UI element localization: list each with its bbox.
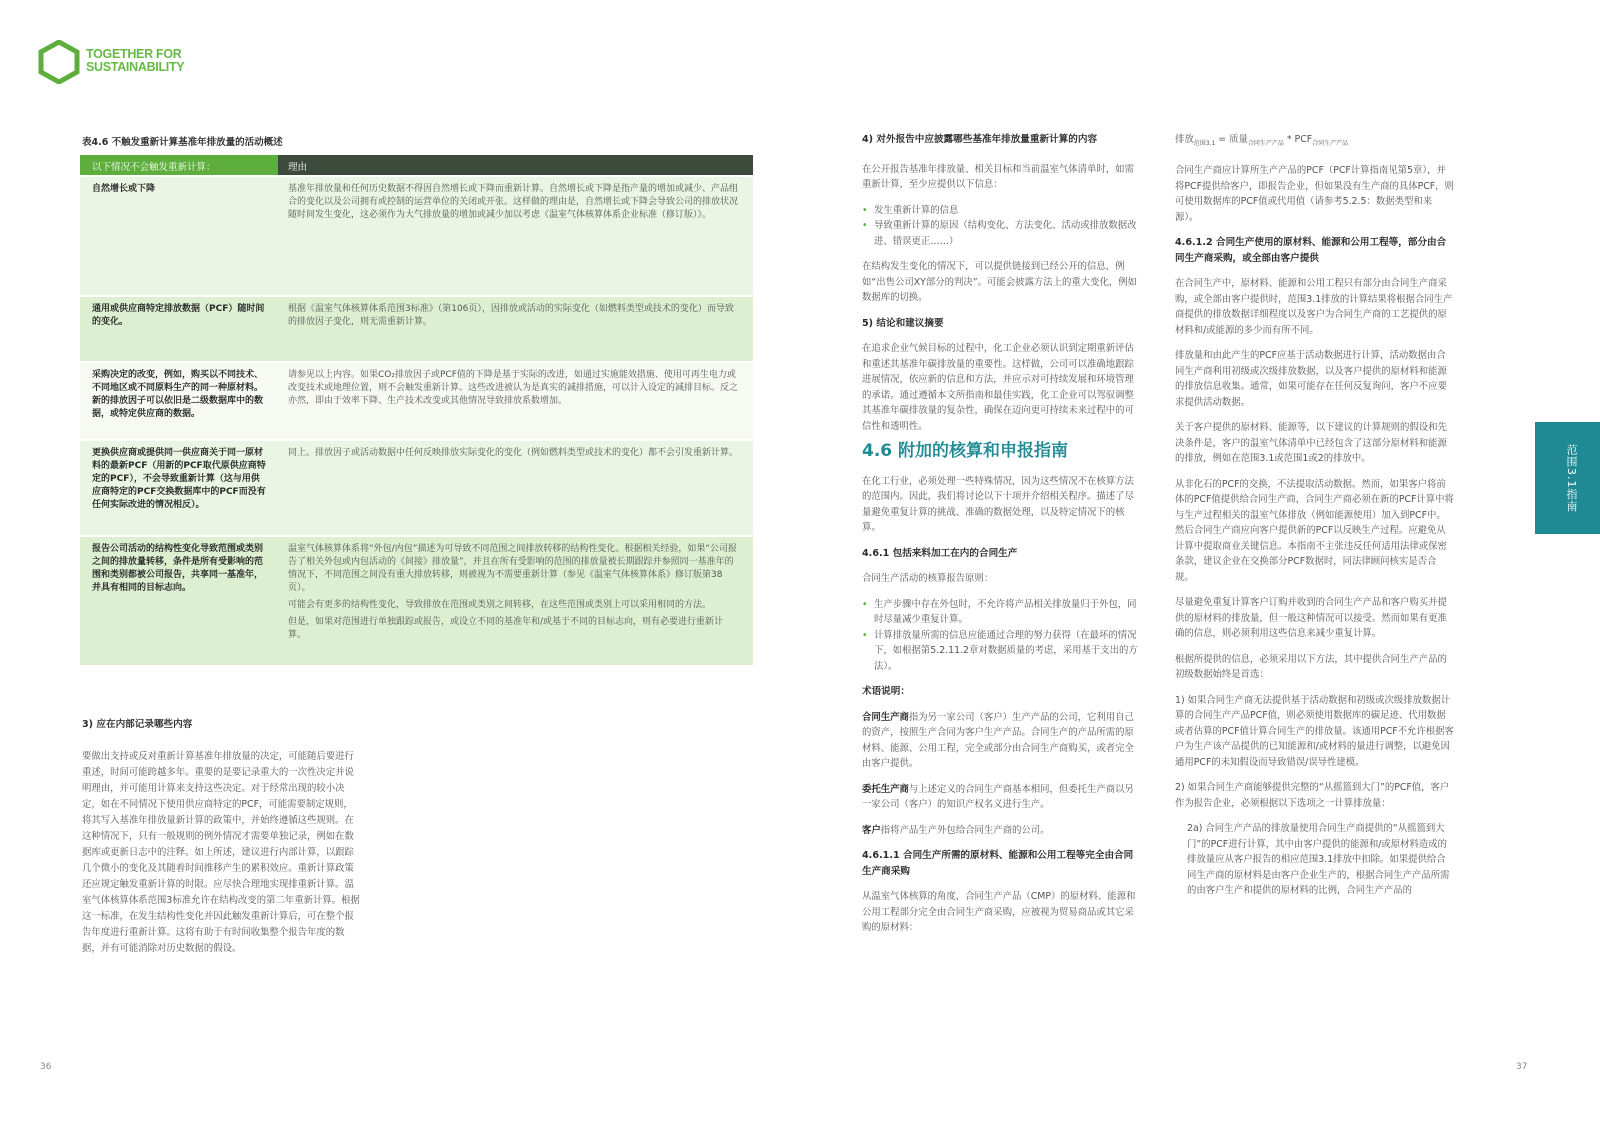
section-body: 要做出支持或反对重新计算基准年排放量的决定，可能随后要进行重述，时间可能跨越多年。重要的是要记录重大的一次性决定并说明理由，并可能用计算来支持这些决定。对于经常出现的较小决定，如在不同情况下使用供应商特定的PCF，可能需要制定规则，将其写入基准年排放量新计算的政策中，并始终遵循这些规则。在这种情况下，只有一般规则的例外情况才需要单独记录，例如在数据库或更新日志中的注释。如上所述，建议进行内部计算，以跟踪几个微小的变化及其随着时间推移产生的累积效应。重新计算政策还应规定触发重新计算的时限。应尽快合理地实现排重新计算。温室气体核算体系范围3标准允许在结构改变的第二年重新计算。根据这一标准，在发生结构性变化并因此触发重新计算后，可在整个报告年度进行重新计算。这将有助于有时间收集整个报告年度的数据，并有可能消除对历史数据的假设。 [82,750,360,954]
hexagon-logo-icon [38,40,80,84]
row-reason [278,537,753,665]
row-condition: 通用或供应商特定排放数据（PCF）随时间的变化。 [92,304,265,327]
emission-formula [1175,132,1455,151]
header-col2: 理由 [288,162,308,173]
table-title: 表4.6 不触发重新计算基准年排放量的活动概述 [82,137,283,148]
table-row [80,175,753,295]
list-item: • 导致重新计算的原因（结构变化、方法变化、活动或排放数据改进、错误更正……） [862,218,1140,249]
term-name: 合同生产商 [862,711,909,723]
table-row [80,295,753,361]
reason-text: 但是，如果对范围进行单独跟踪或报告，或设立不同的基准年和/或基于不同的目标志向，则有必要进行重新计算。 [288,617,724,640]
row-condition: 更换供应商或提供同一供应商关于同一原材料的最新PCF（用新的PCF取代原供应商特定的PCF），不会导致重新计算（这与用供应商特定的PCF交换数据库中的PCF而没有任何实际改进的情况相反）。 [92,448,266,510]
term-definition [862,823,1140,839]
logo [38,40,185,84]
logo-line1: TOGETHER FOR [86,47,182,61]
paragraph: 从温室气体核算的角度，合同生产产品（CMP）的原材料、能源和公用工程部分完全由合同生产商采购，应被视为贸易商品或其它采购的原材料： [862,891,1136,933]
reason-text: 请参见以上内容。如果CO₂排放因子或PCF值的下降是基于实际的改进，如通过实施能效措施、使用可再生电力或改变技术或地理位置，则不会触发重新计算。这些改进被认为是真实的减排措施，可以计入设定的减排目标。反之亦然，即由于效率下降、生产技术改变或其他情况导致排放系数增加。 [288,370,739,406]
paragraph: 合同生产活动的核算报告原则： [862,573,994,584]
subsection-heading: 4.6.1.1 合同生产所需的原材料、能源和公用工程等完全由合同生产商采购 [862,850,1134,877]
numbered-subitem: 2a) 合同生产产品的排放量使用合同生产商提供的“从摇篮到大门”的PCF进行计算，其中由客户提供的能源和/或原材料造成的排放量应从客户报告的相应范围3.1排放中扣除。如果提供给合同生产商的原材料是由客户企业生产的，根据合同生产产品所需的由客户生产和提供的原材料的比例，合同生产产品的 [1187,823,1450,897]
row-reason [278,177,753,295]
paragraph: 在化工行业，必须处理一些特殊情况，因为这些情况不在核算方法的范围内。因此，我们将讨论以下十项并介绍相关程序。描述了尽量避免重复计算的挑战、准确的数据处理，以及特定情况下的核算。 [862,475,1134,533]
middle-column [862,132,1140,946]
paragraph: 排放量和由此产生的PCF应基于活动数据进行计算，活动数据由合同生产商利用初级或次级排放数据，以及客户提供的原材料和能源的排放信息收集。通常，如果可能存在任何反复询问，客户不应要求提供活动数据。 [1175,350,1447,408]
numbered-item: 1) 如果合同生产商无法提供基于活动数据和初级或次级排放数据计算的合同生产产品PCF值，则必须使用数据库的碳足迹、代用数据或者估算的PCF值计算合同生产的排放量。该通用PCF不允许根据客户为生产该产品提供的已知能源和/或材料的量进行调整，以避免因通用PCF的未知假设而导致错误/误导性建模。 [1175,694,1454,768]
reason-text: 温室气体核算体系将“外包/内包”描述为可导致不同范围之间排放转移的结构性变化。根据相关经验，如果“公司报告了相关外包或内包活动的《间接》排放量”，并且在所有受影响的范围的排放量被长期跟踪并参照同一基准年的情况下，不同范围之间没有重大排放转移，则被视为不需要重新计算（参见《温室气体核算体系》修订版第38页）。 [288,544,738,593]
list-item: • 生产步骤中存在外包时，不允许将产品相关排放量归于外包，同时尽量减少重复计算。 [862,597,1140,628]
paragraph: 在结构发生变化的情况下，可以提供链接到已经公开的信息，例如“出售公司XY部分的判决”。可能会披露方法上的重大变化，例如数据库的切换。 [862,261,1137,303]
logo-line2: SUSTAINABILITY [86,60,185,74]
chapter-heading: 4.6 附加的核算和申报指南 [862,441,1069,461]
list-item: • 计算排放量所需的信息应能通过合理的努力获得（在最坏的情况下，如根据第5.2.11.2章对数据质量的考虑，采用基于支出的方法）。 [862,628,1140,675]
paragraph: 关于客户提供的原材料、能源等，以下建议的计算规则的假设和先决条件是，客户的温室气体清单中已经包含了这部分原材料和能源的排放，例如在范围3.1或范围1或2的排放中。 [1175,422,1447,465]
formula-eq: = 质量 [1215,134,1248,145]
term-name: 客户 [862,824,881,836]
bullet-list [862,597,1140,675]
page-number-right: 37 [1516,1062,1528,1072]
reason-text: 基准年排放量和任何历史数据不得因自然增长或下降而重新计算。自然增长或下降是指产量的增加或减少、产品组合的变化以及公司拥有或控制的运营单位的关闭或开张。这样做的理由是，自然增长或下降会导致公司的排放状况随时间发生变化，这必须作为大气排放量的增加或减少加以考虑《温室气体核算体系企业标准（修订版）》。 [288,184,739,220]
paragraph: 从非化石的PCF的交换，不法提取活动数据。然而，如果客户将前体的PCF值提供给合同生产商，合同生产商必须在新的PCF计算中将与生产过程相关的温室气体排放（例如能源使用）加入到PCF中。然后合同生产商应向客户提供新的PCF以反映生产过程。应避免从计算中提取商业关键信息。本指南不主张违反任何适用法律或保密条款，建议企业在交换部分PCF数据时，同法律顾问核实是否合规。 [1175,478,1454,583]
row-reason [278,363,753,439]
logo-text [86,48,184,74]
formula-sub: 合同生产产品 [1247,139,1284,147]
reason-text: 同上。排放因子或活动数据中任何反映排放实际变化的变化（例如燃料类型或技术的变化）都不会引发重新计算。 [288,448,739,458]
table-header [80,155,753,175]
bullet-list [862,203,1140,250]
formula-sub: 范围3.1 [1193,139,1216,147]
formula-lhs: 排放 [1175,134,1194,145]
activity-table [80,155,753,665]
reason-text: 可能会有更多的结构性变化，导致排放在范围或类别之间转移，在这些范围或类别上可以采用相同的方法。 [288,600,712,610]
paragraph: 根据所提供的信息，必须采用以下方法，其中提供合同生产产品的初级数据始终是首选： [1175,653,1447,681]
row-condition: 自然增长或下降 [92,184,156,194]
paragraph: 在合同生产中，原材料、能源和公用工程只有部分由合同生产商采购，或全部由客户提供时，范围3.1排放的计算结果将根据合同生产商提供的排放数据详细程度以及客户为合同生产商的工艺提供的原材料和/或能源的多少而有所不同。 [1175,278,1453,336]
subsection-heading: 4.6.1 包括来料加工在内的合同生产 [862,547,1018,559]
paragraph: 在追求企业气候目标的过程中，化工企业必须认识到定期重新评估和重述其基准年碳排放量的重要性。这样做，公司可以准确地跟踪进展情况，依应新的信息和方法，并应示对可持续发展和环境管理的承诺。通过遵循本文所指南和最佳实践，化工企业可以驾驭调整其基准年碳排放量的复杂性，确保在迈向更可持续未来过程中的可信性和透明性。 [862,343,1134,432]
right-column [1175,132,1455,909]
section-heading: 4) 对外报告中应披露哪些基准年排放量重新计算的内容 [862,134,1098,145]
paragraph: 在公开报告基准年排放量、相关目标和当前温室气体清单时，如需重新计算，至少应提供以下信息： [862,163,1134,190]
term-definition [862,782,1140,813]
table-row [80,535,753,665]
formula-rhs: * PCF [1283,134,1313,145]
term-text: 与上述定义的合同生产商基本相同，但委托生产商以另一家公司（客户）的知识产权名义进行生产。 [862,783,1134,810]
term-text: 指将产品生产外包给合同生产商的公司。 [880,824,1050,836]
list-item: • 发生重新计算的信息 [862,203,1140,219]
paragraph: 合同生产商应计算所生产产品的PCF（PCF计算指南见第5章），并将PCF提供给客户，即报告企业，但如果没有生产商的具体PCF，则可使用数据库的PCF值或代用值（请参考5.2.5：数据类型和来源）。 [1175,165,1454,223]
term-name: 委托生产商 [862,783,909,795]
chapter-side-tab[interactable] [1535,422,1600,534]
row-condition: 报告公司活动的结构性变化导致范围或类别之间的排放量转移，条件是所有受影响的范围和类别都被公司报告，共享同一基准年，并具有相同的目标志向。 [92,544,264,593]
internal-records-section [82,717,362,967]
header-col1: 以下情况不会触发重新计算： [80,155,278,175]
table-row [80,361,753,439]
section-heading: 3) 应在内部记录哪些内容 [82,719,193,730]
page-number-left: 36 [40,1062,52,1072]
row-reason [278,297,753,361]
section-heading: 5) 结论和建议摘要 [862,317,944,329]
row-reason [278,441,753,535]
side-tab-label: 范围3.1指南 [1565,444,1578,513]
row-condition: 采购决定的改变，例如，购买以不同技术、不同地区或不同原料生产的同一种原材料。新的排放因子可以依旧是二级数据库中的数据，或特定供应商的数据。 [92,370,264,419]
term-text: 指为另一家公司（客户）生产产品的公司，它利用自己的资产，按照生产合同为客户生产产品。合同生产的产品所需的原材料、能源、公用工程，完全或部分由合同生产商购买，或者完全由客户提供。 [862,711,1134,769]
reason-text: 根据《温室气体核算体系范围3标准》（第106页），因排放或活动的实际变化（如燃料类型或技术的变化）而导致的排放因子变化，则无需重新计算。 [288,304,734,327]
paragraph: 尽量避免重复计算客户订购并收到的合同生产产品和客户购买并提供的原材料的排放量，但一般这种情况可以接受。然而如果有更准确的信息，则必须利用这些信息来减少重复计算。 [1175,597,1447,640]
subsection-heading: 4.6.1.2 合同生产使用的原材料、能源和公用工程等，部分由合同生产商采购，或全部由客户提供 [1175,237,1447,264]
table-row [80,439,753,535]
term-definition [862,710,1140,772]
numbered-item: 2) 如果合同生产商能够提供完整的“从摇篮到大门”的PCF值，客户作为报告企业，必须根据以下选项之一计算排放量： [1175,782,1450,809]
terms-heading: 术语说明： [862,686,910,697]
formula-sub: 合同生产产品 [1312,139,1349,147]
